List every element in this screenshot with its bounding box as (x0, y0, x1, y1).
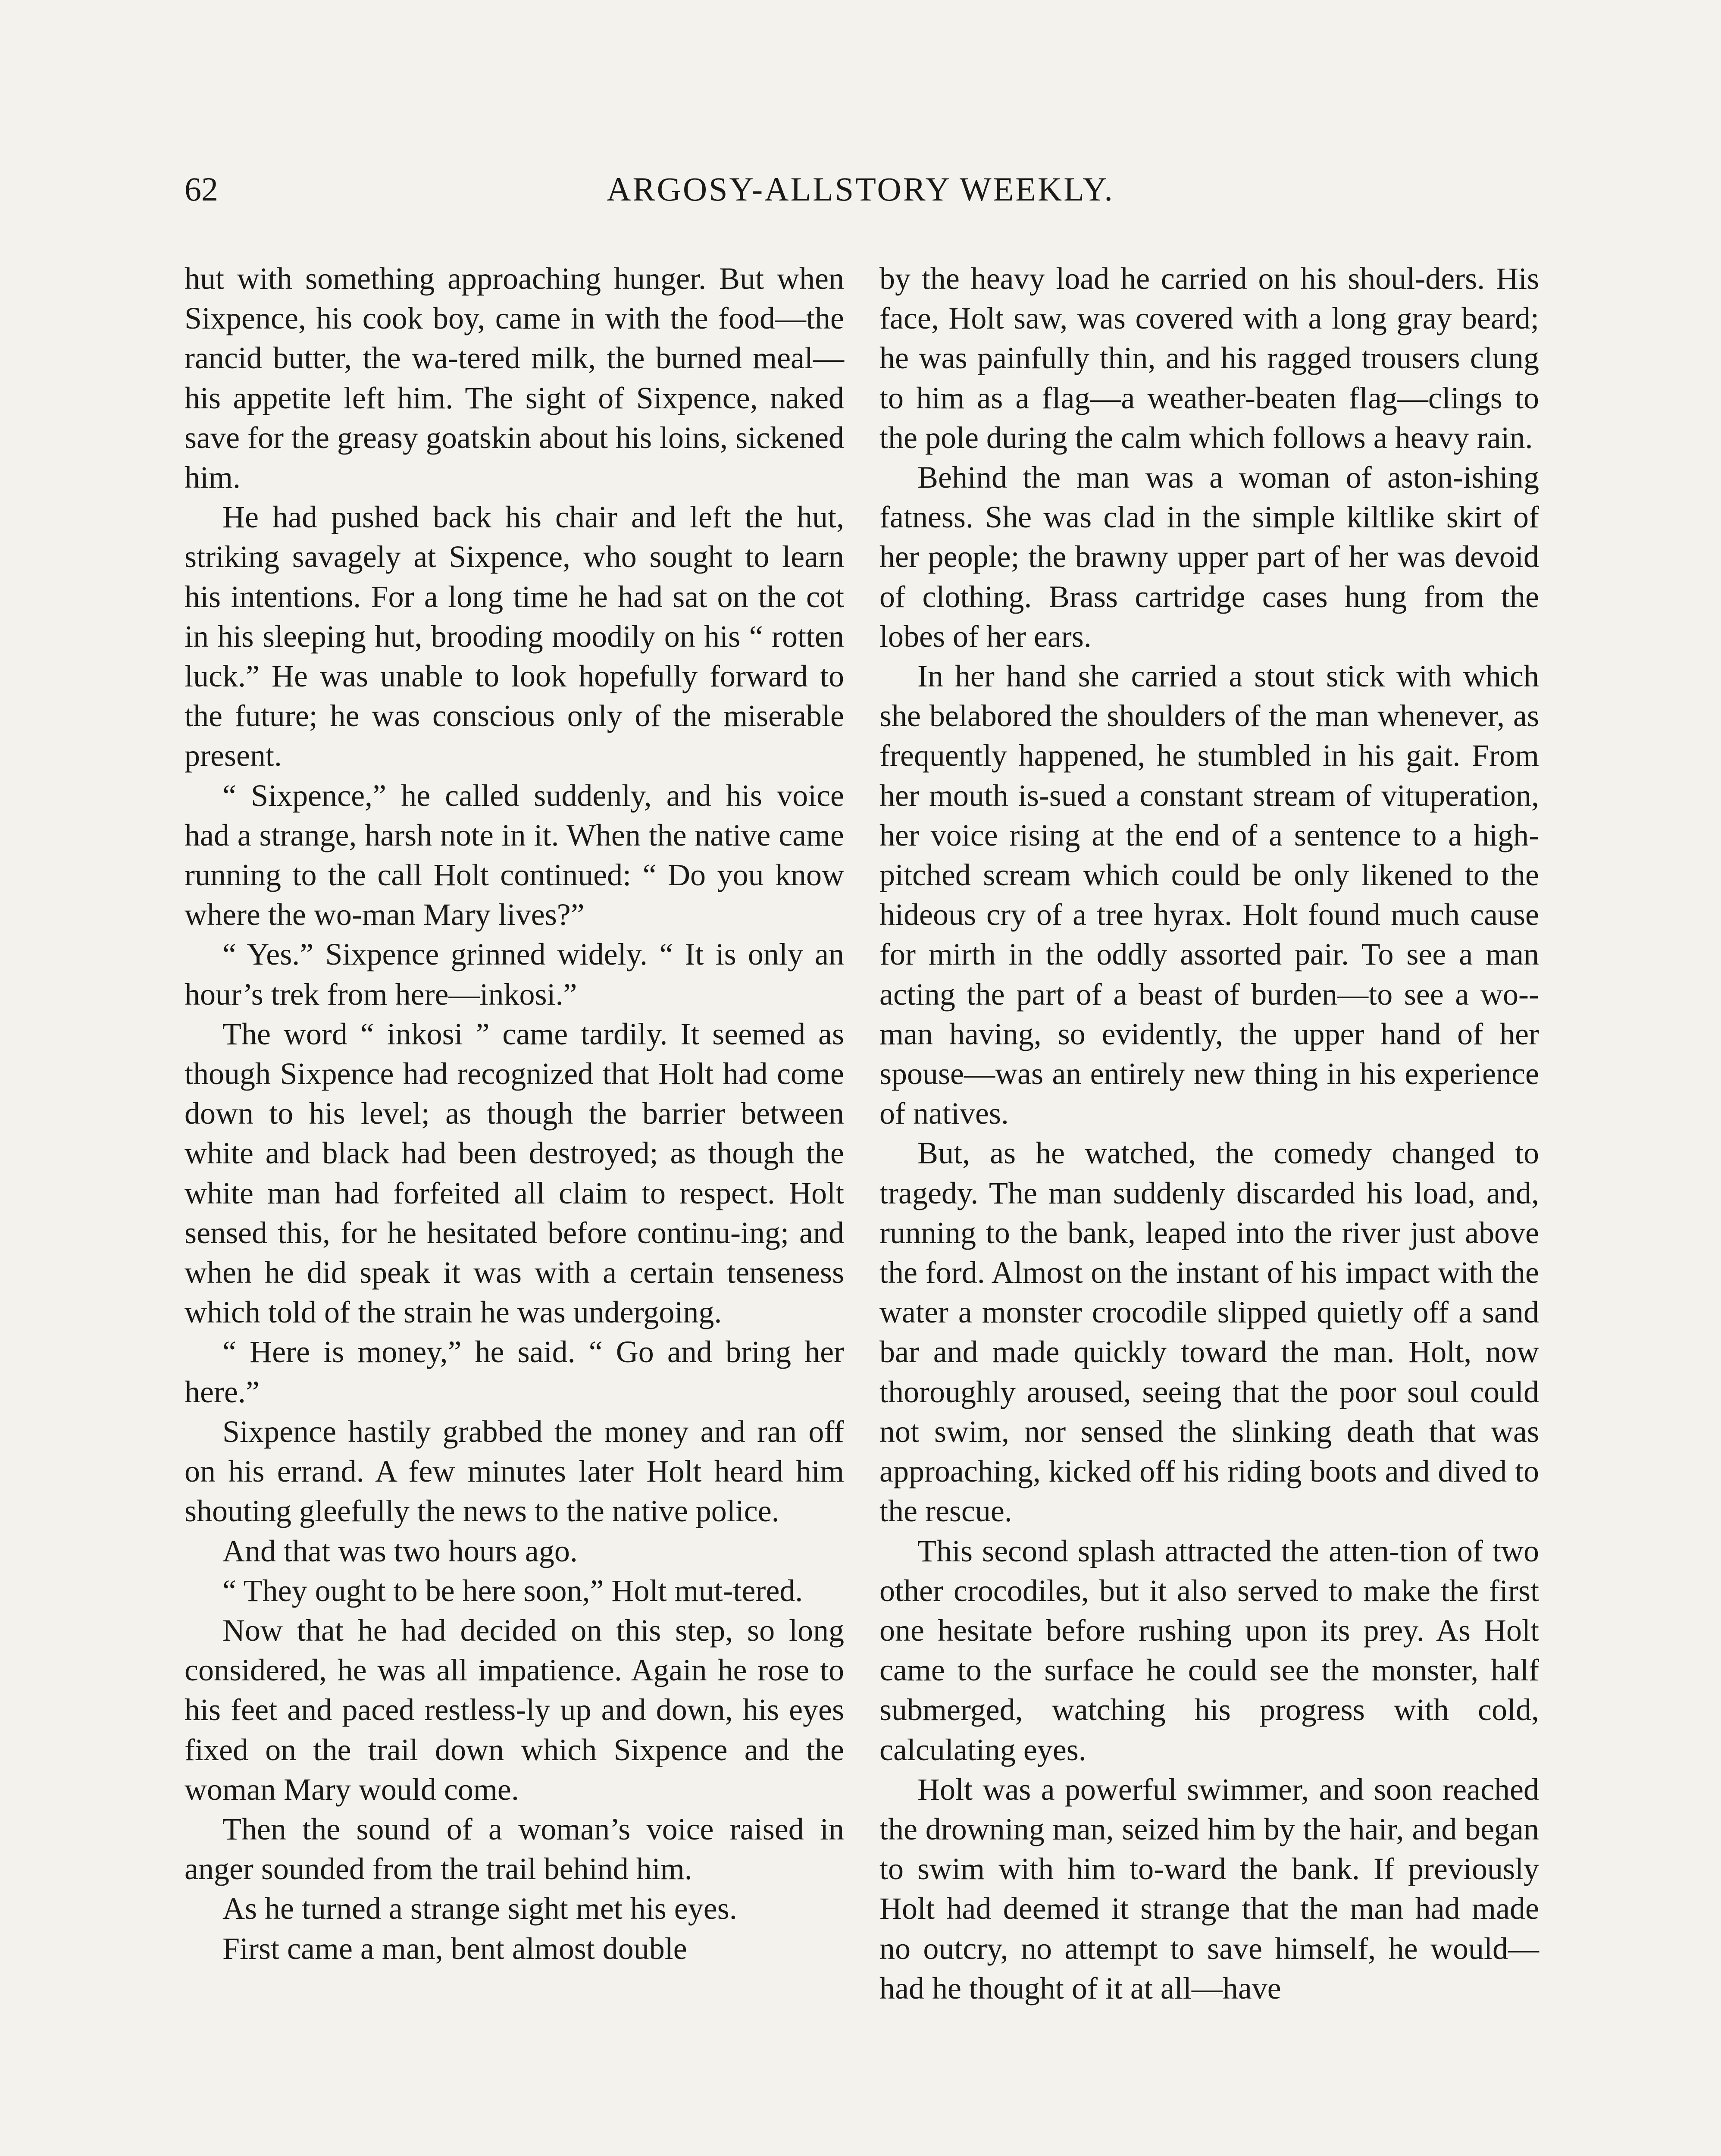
left-column (185, 259, 844, 1968)
right-column (879, 259, 1539, 2008)
paragraph: “ Sixpence,” he called suddenly, and his voice had a strange, harsh note in it. When the native came running to the call Holt continued: “ Do you know where the wo-man Mary lives?” (185, 778, 844, 932)
paragraph: “ Here is money,” he said. “ Go and bring her here.” (185, 1335, 844, 1409)
paragraph: This second splash attracted the atten-tion of two other crocodiles, but it also served to make the first one hesitate before rushing upon its prey. As Holt came to the surface he could see the monster, half submerged, watching his progress with cold, calculating eyes. (879, 1533, 1539, 1767)
paragraph: Now that he had decided on this step, so long considered, he was all impatience. Again he rose to his feet and paced restless-ly up and down, his eyes fixed on the trail down which Sixpence and the woman Mary would come. (185, 1613, 844, 1807)
page-number: 62 (185, 170, 218, 208)
paragraph: “ They ought to be here soon,” Holt mut-tered. (222, 1573, 803, 1608)
paragraph: hut with something approaching hunger. But when Sixpence, his cook boy, came in with the food—the rancid butter, the wa-tered milk, the burned meal—his appetite left him. The sight of Sixpence, naked save for the greasy goatskin about his loins, sickened him. (185, 261, 844, 495)
running-title: ARGOSY-ALLSTORY WEEKLY. (607, 170, 1114, 208)
paragraph: First came a man, bent almost double (222, 1931, 687, 1966)
paragraph: And that was two hours ago. (222, 1533, 578, 1568)
paragraph: Then the sound of a woman’s voice raised in anger sounded from the trail behind him. (185, 1811, 844, 1887)
paragraph: Sixpence hastily grabbed the money and ran off on his errand. A few minutes later Holt heard him shouting gleefully the news to the native police. (185, 1414, 844, 1529)
paragraph: But, as he watched, the comedy changed to tragedy. The man suddenly discarded his load, and, running to the bank, leaped into the river just above the ford. Almost on the instant of his impact with the water a monster crocodile slipped quietly off a sand bar and made quickly toward the man. Holt, now thoroughly aroused, seeing that the poor soul could not swim, nor sensed the slinking death that was approaching, kicked off his riding boots and dived to the rescue. (879, 1136, 1539, 1529)
paragraph: “ Yes.” Sixpence grinned widely. “ It is only an hour’s trek from here—inkosi.” (185, 937, 844, 1012)
paragraph: As he turned a strange sight met his eyes. (222, 1891, 737, 1926)
paragraph: In her hand she carried a stout stick with which she belabored the shoulders of the man whenever, as frequently happened, he stumbled in his gait. From her mouth is-sued a constant stream of vituperation, her voice rising at the end of a sentence to a high-pitched scream which could be only likened to the hideous cry of a tree hyrax. Holt found much cause for mirth in the oddly assorted pair. To see a man acting the part of a beast of burden—to see a wo-man having, so evidently, the upper hand of her spouse—was an entirely new thing in his experience of natives. (879, 659, 1539, 1131)
paragraph: He had pushed back his chair and left the hut, striking savagely at Sixpence, who sought to learn his intentions. For a long time he had sat on the cot in his sleeping hut, brooding moodily on his “ rotten luck.” He was unable to look hopefully forward to the future; he was conscious only of the miserable present. (185, 500, 844, 773)
paragraph: by the heavy load he carried on his shoul-ders. His face, Holt saw, was covered with a long gray beard; he was painfully thin, and his ragged trousers clung to him as a flag—a weather-beaten flag—clings to the pole during the calm which follows a heavy rain. (879, 261, 1539, 455)
paragraph: The word “ inkosi ” came tardily. It seemed as though Sixpence had recognized that Holt had come down to his level; as though the barrier between white and black had been destroyed; as though the white man had forfeited all claim to respect. Holt sensed this, for he hesitated before continu-ing; and when he did speak it was with a certain tenseness which told of the strain he was undergoing. (185, 1016, 844, 1330)
paragraph: Holt was a powerful swimmer, and soon reached the drowning man, seized him by the hair, and began to swim with him to-ward the bank. If previously Holt had deemed it strange that the man had made no outcry, no attempt to save himself, he would—had he thought of it at all—have (879, 1772, 1539, 2006)
paragraph: Behind the man was a woman of aston-ishing fatness. She was clad in the simple kiltlike skirt of her people; the brawny upper part of her was devoid of clothing. Brass cartridge cases hung from the lobes of her ears. (879, 460, 1539, 654)
